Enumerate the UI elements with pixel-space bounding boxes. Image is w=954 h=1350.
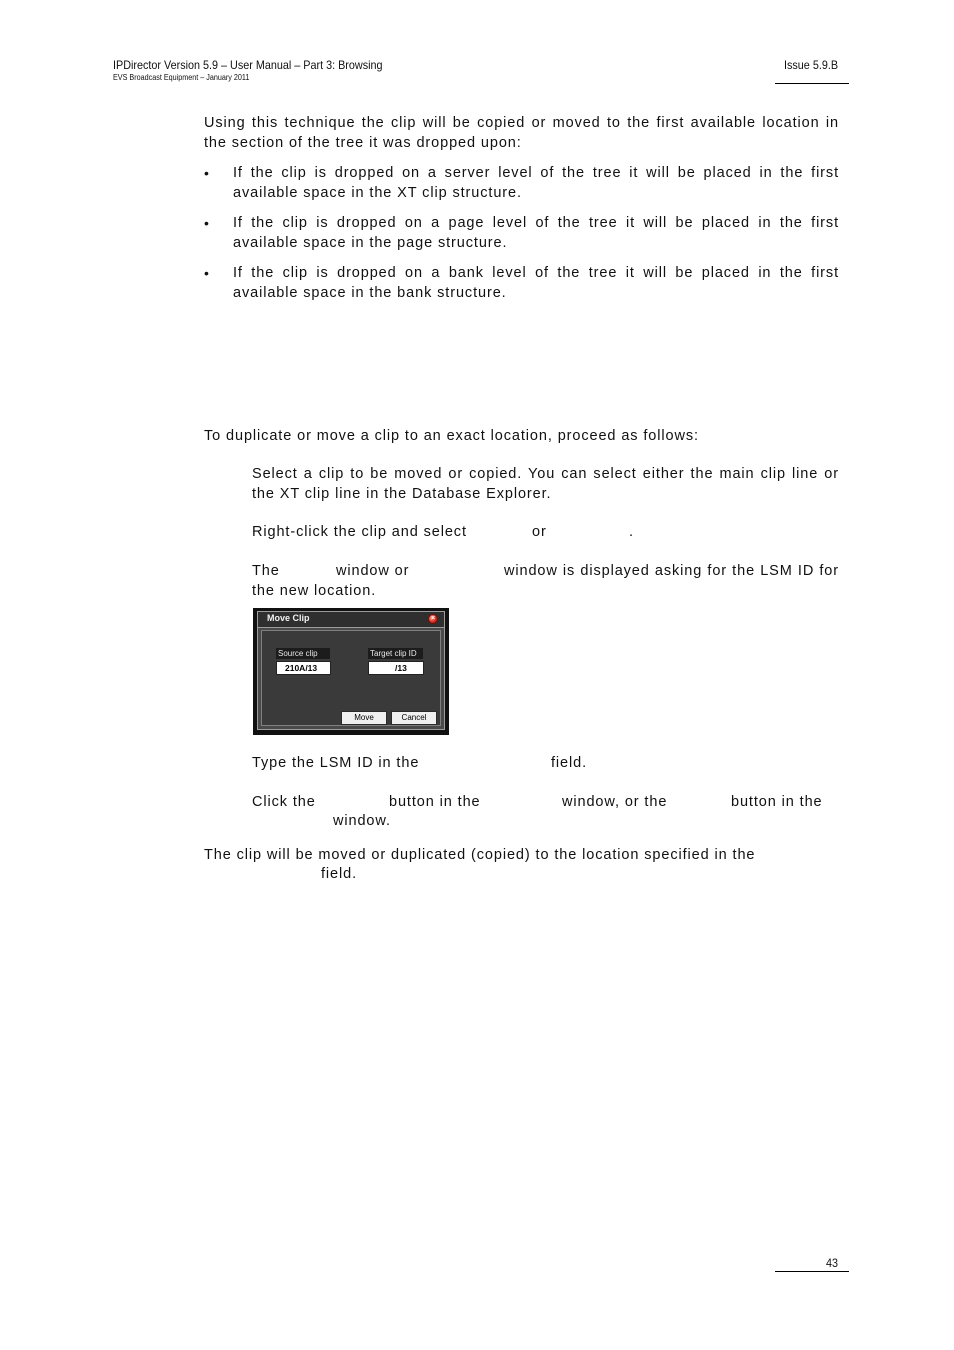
bullet-item: If the clip is dropped on a page level of the tree it will be placed in the first available space in the page structure. [233,215,839,251]
move-button[interactable]: Move [341,711,387,725]
step-2-text-b: or [532,524,547,540]
header-issue: Issue 5.9.B [784,58,839,72]
procedure-intro: To duplicate or move a clip to an exact location, proceed as follows: [204,428,699,444]
intro-paragraph: Using this technique the clip will be copied or moved to the first available location in the section of the tree it was dropped upon: [204,115,839,151]
step-5-text-e: window. [333,813,391,829]
source-clip-field[interactable]: 210A/13 [276,661,331,675]
header-subtitle: EVS Broadcast Equipment – January 2011 [113,73,250,82]
step-5-text-d: button in the [731,794,823,810]
cancel-button[interactable]: Cancel [391,711,437,725]
dialog-title: Move Clip [267,613,310,623]
target-clip-id-label: Target clip ID [368,648,423,659]
page-number: 43 [826,1256,839,1270]
dialog-frame [257,611,445,730]
result-text-a: The clip will be moved or duplicated (copied) to the location specified in the [204,847,756,863]
result-text-b: field. [321,866,358,882]
dialog-body [261,630,441,726]
bullet-marker: • [204,165,209,181]
source-clip-label: Source clip [276,648,330,659]
step-3-text-a: The [252,563,280,579]
header-rule [775,83,849,84]
step-5-text-c: window, or the [562,794,668,810]
step-4-text-b: field. [551,755,588,771]
step-2-text-a: Right-click the clip and select [252,524,467,540]
bullet-item: If the clip is dropped on a bank level of the tree it will be placed in the first available space in the bank structure. [233,265,839,301]
step-5-text-a: Click the [252,794,316,810]
step-4-text-a: Type the LSM ID in the [252,755,420,771]
step-3-text-c: window is displayed asking for the LSM ID for the new location. [252,563,839,599]
header-title: IPDirector Version 5.9 – User Manual – Part 3: Browsing [113,58,383,72]
step-2-text-c: . [629,524,634,540]
dialog-titlebar [258,612,444,628]
step-1-text: Select a clip to be moved or copied. You can select either the main clip line or the XT clip line in the Database Explorer. [252,466,839,502]
bullet-marker: • [204,215,209,231]
target-clip-id-field[interactable]: /13 [368,661,424,675]
bullet-marker: • [204,265,209,281]
bullet-item: If the clip is dropped on a server level of the tree it will be placed in the first available space in the XT clip structure. [233,165,839,201]
step-3-text-b: window or [336,563,410,579]
footer-rule [775,1271,849,1272]
move-clip-dialog [253,608,449,735]
step-5-text-b: button in the [389,794,481,810]
close-icon[interactable]: × [428,614,438,624]
